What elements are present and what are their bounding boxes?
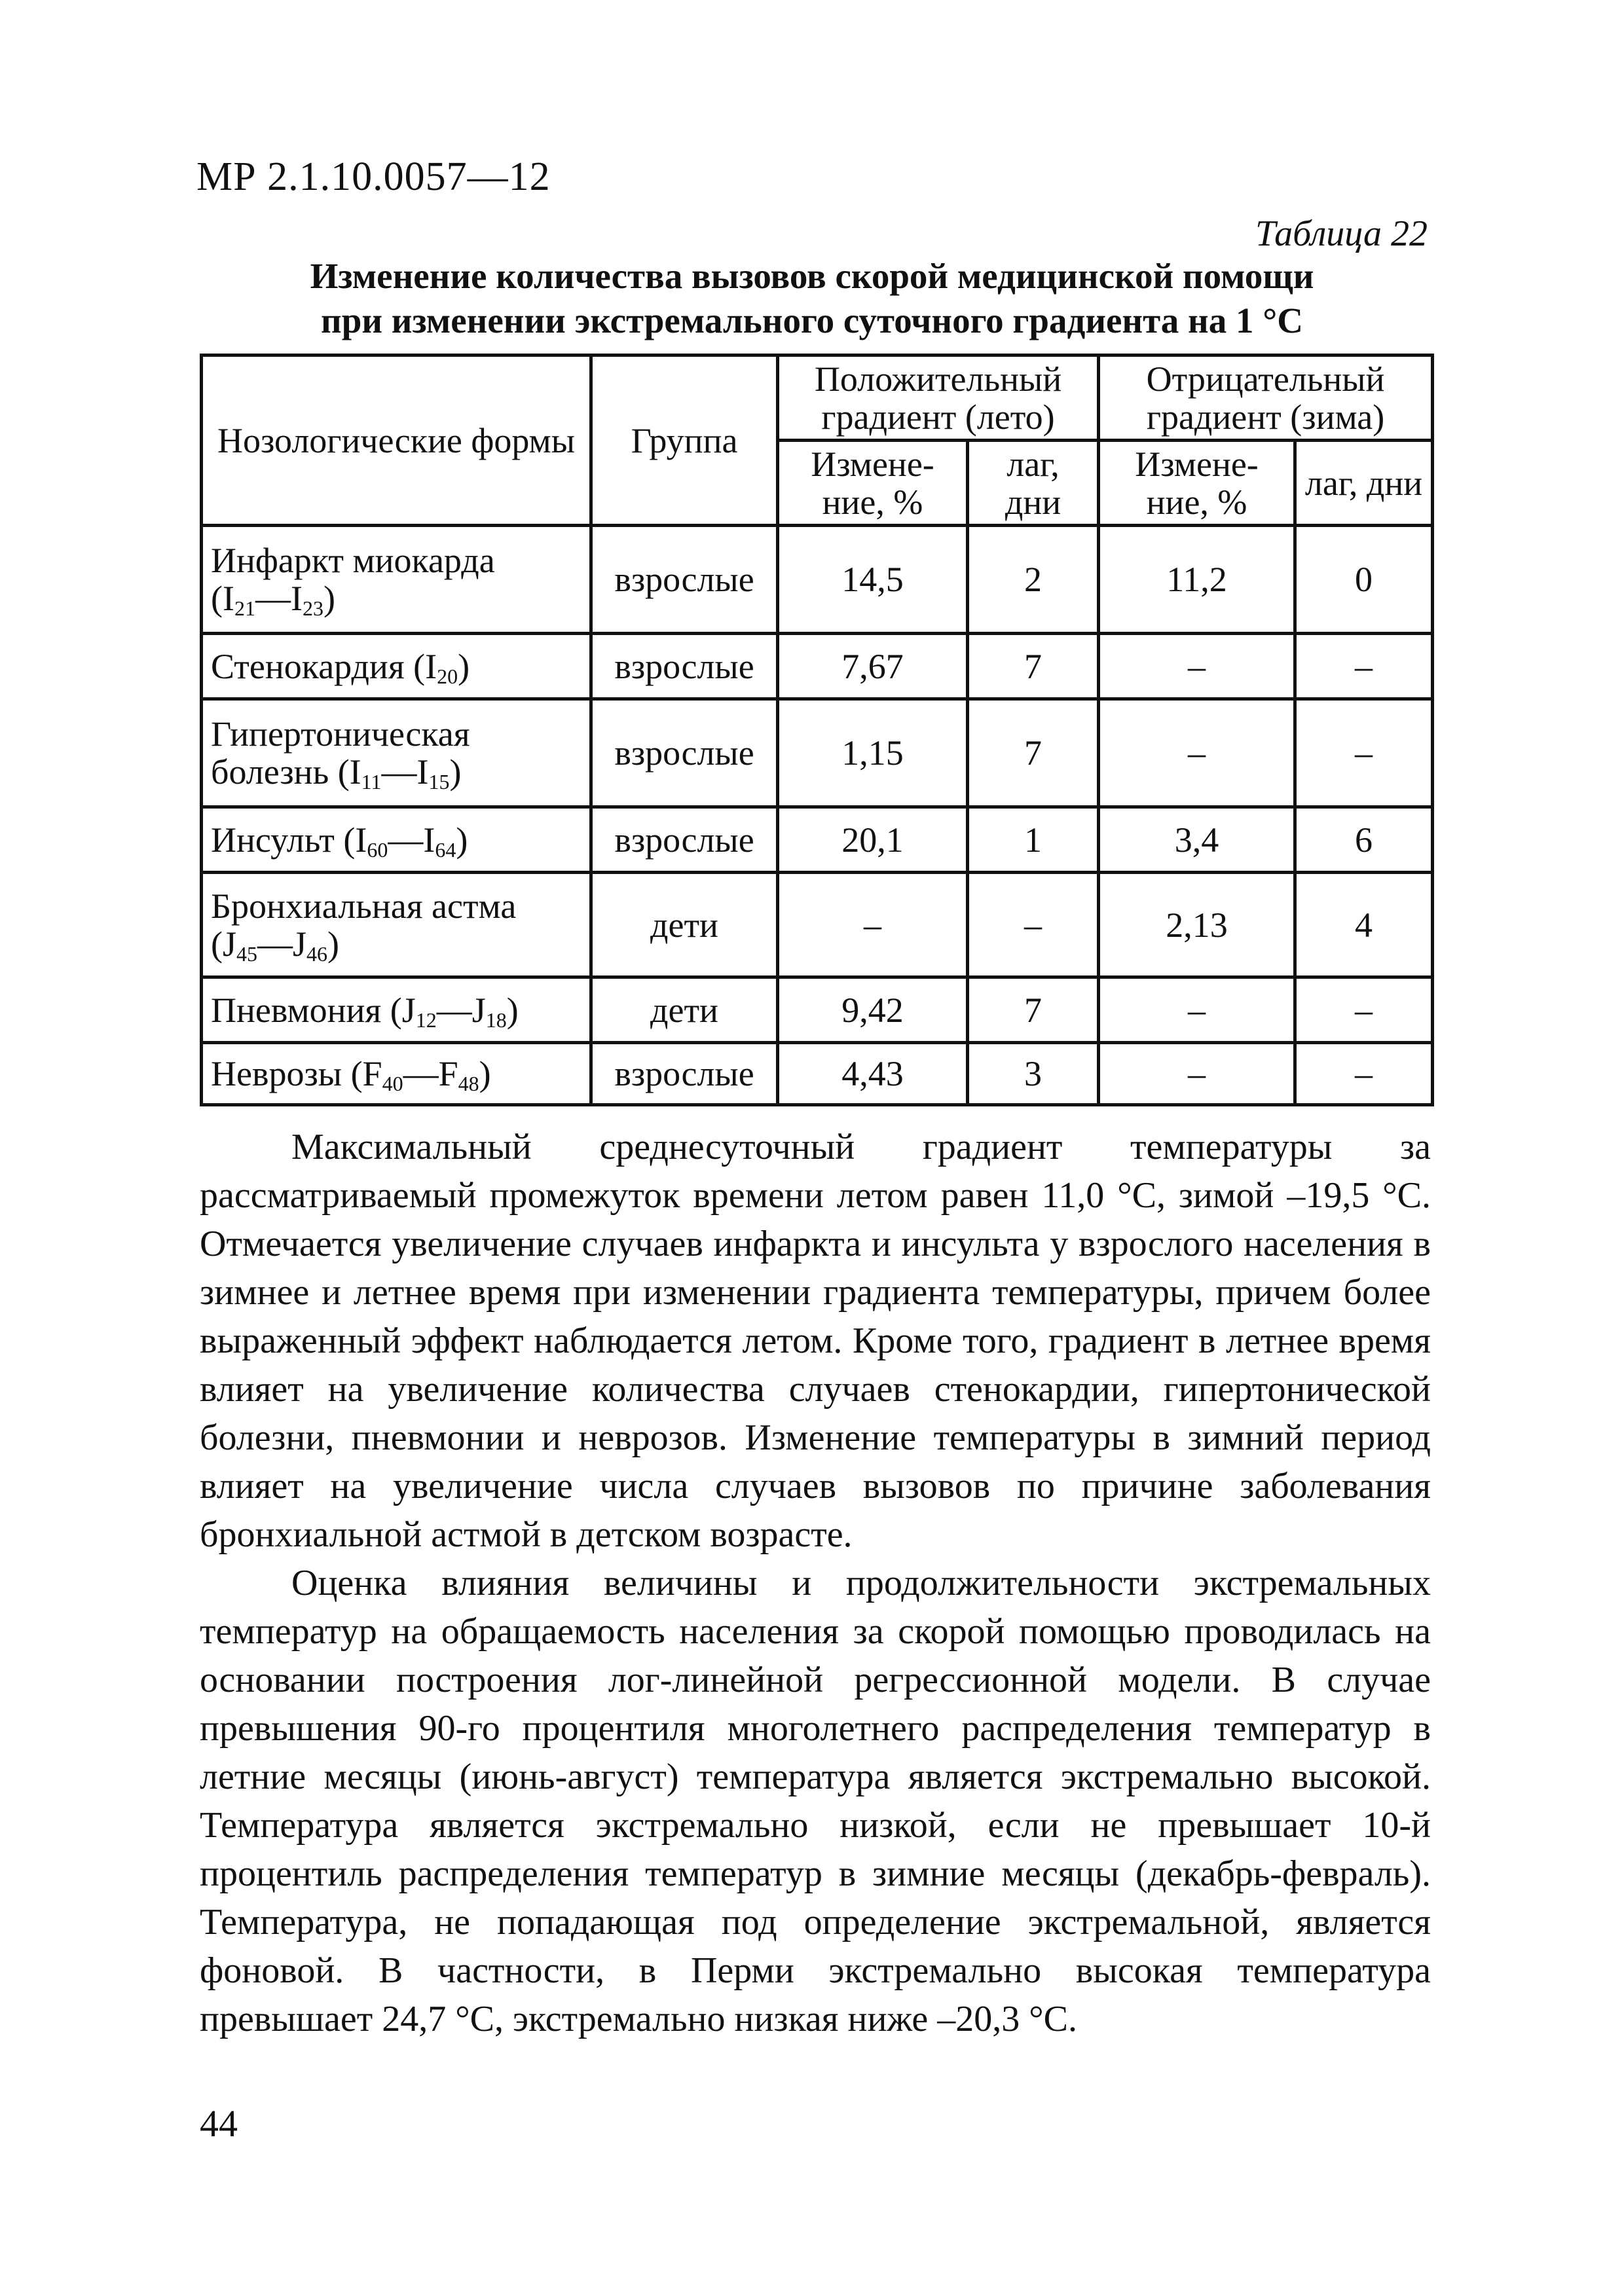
row-pos-lag: – (968, 873, 1099, 977)
row-neg-change: 3,4 (1099, 807, 1295, 873)
row-neg-lag: – (1295, 1043, 1433, 1105)
table-row (202, 634, 1433, 699)
row-pos-lag: 7 (968, 977, 1099, 1043)
row-neg-lag: – (1295, 699, 1433, 807)
row-form: Стенокардия $(I_{20})$ (202, 634, 591, 699)
table-title (196, 254, 1428, 343)
row-group: дети (591, 873, 778, 977)
row-pos-lag: 1 (968, 807, 1099, 873)
row-pos-lag: 7 (968, 634, 1099, 699)
table-title-line-2: при изменении экстремального суточного градиента на 1 °С (321, 301, 1303, 340)
header-pos-lag: лаг, дни (968, 441, 1099, 526)
row-group: взрослые (591, 634, 778, 699)
row-form: Неврозы $(F_{40}—F_{48})$ (202, 1043, 591, 1105)
row-pos-change: 1,15 (778, 699, 968, 807)
header-positive: Положительный градиент (лето) (778, 355, 1099, 441)
row-form: Пневмония $(J_{12}—J_{18})$ (202, 977, 591, 1043)
table-label: Таблица 22 (1255, 213, 1428, 254)
body-paragraph-2: Оценка влияния величины и продолжительности экстремальных температур на обращаемость населения за скорой помощью проводилась на основании построения лог-линейной регрессионной модели. В случае превышения 90-го процентиля многолетнего распределения температур в летние месяцы (июнь-август) температура является экстремально высокой. Температура является экстремально низкой, если не превышает 10-й процентиль распределения температур в зимние месяцы (декабрь-февраль). Температура, не попадающая под определение экстремальной, является фоновой. В частности, в Перми экстремально высокая температура превышает 24,7 °С, экстремально низкая ниже –20,3 °С. (200, 1563, 1431, 2039)
row-neg-change: – (1099, 1043, 1295, 1105)
row-pos-lag: 3 (968, 1043, 1099, 1105)
row-neg-change: 11,2 (1099, 526, 1295, 634)
row-neg-change: – (1099, 699, 1295, 807)
row-form: Инфаркт миокарда $(I_{21}—I_{23})$ (202, 526, 591, 634)
row-form: Гипертоническая болезнь $(I_{11}—I_{15})$ (202, 699, 591, 807)
row-neg-lag: 4 (1295, 873, 1433, 977)
row-group: взрослые (591, 526, 778, 634)
row-pos-lag: 2 (968, 526, 1099, 634)
table-row (202, 699, 1433, 807)
page-number: 44 (200, 2102, 238, 2145)
body-text (200, 1123, 1431, 2043)
row-pos-change: 4,43 (778, 1043, 968, 1105)
table-row (202, 1043, 1433, 1105)
table-row (202, 977, 1433, 1043)
row-neg-lag: – (1295, 977, 1433, 1043)
header-group: Группа (591, 355, 778, 526)
data-table (200, 354, 1434, 1106)
header-neg-lag: лаг, дни (1295, 441, 1433, 526)
table-row (202, 873, 1433, 977)
header-neg-change: Измене-ние, % (1099, 441, 1295, 526)
row-group: взрослые (591, 1043, 778, 1105)
row-neg-change: – (1099, 634, 1295, 699)
row-group: дети (591, 977, 778, 1043)
header-negative: Отрицательный градиент (зима) (1099, 355, 1433, 441)
body-paragraph-1: Максимальный среднесуточный градиент температуры за рассматриваемый промежуток времени летом равен 11,0 °С, зимой –19,5 °С. Отмечается увеличение случаев инфаркта и инсульта у взрослого населения в зимнее и летнее время при изменении градиента температуры, причем более выраженный эффект наблюдается летом. Кроме того, градиент в летнее время влияет на увеличение количества случаев стенокардии, гипертонической болезни, пневмонии и неврозов. Изменение температуры в зимний период влияет на увеличение числа случаев вызовов по причине заболевания бронхиальной астмой в детском возрасте. (200, 1127, 1431, 1555)
row-group: взрослые (591, 699, 778, 807)
row-pos-change: – (778, 873, 968, 977)
row-neg-lag: – (1295, 634, 1433, 699)
row-neg-change: – (1099, 977, 1295, 1043)
row-pos-lag: 7 (968, 699, 1099, 807)
row-pos-change: 7,67 (778, 634, 968, 699)
row-form: Инсульт $(I_{60}—I_{64})$ (202, 807, 591, 873)
row-neg-lag: 0 (1295, 526, 1433, 634)
row-form: Бронхиальная астма $(J_{45}—J_{46})$ (202, 873, 591, 977)
table-row (202, 526, 1433, 634)
document-code: МР 2.1.10.0057—12 (196, 155, 551, 199)
row-pos-change: 9,42 (778, 977, 968, 1043)
row-pos-change: 20,1 (778, 807, 968, 873)
header-forms: Нозологические формы (202, 355, 591, 526)
table-row (202, 807, 1433, 873)
row-pos-change: 14,5 (778, 526, 968, 634)
header-pos-change: Измене-ние, % (778, 441, 968, 526)
row-neg-lag: 6 (1295, 807, 1433, 873)
table-title-line-1: Изменение количества вызовов скорой медицинской помощи (310, 256, 1314, 296)
row-group: взрослые (591, 807, 778, 873)
row-neg-change: 2,13 (1099, 873, 1295, 977)
